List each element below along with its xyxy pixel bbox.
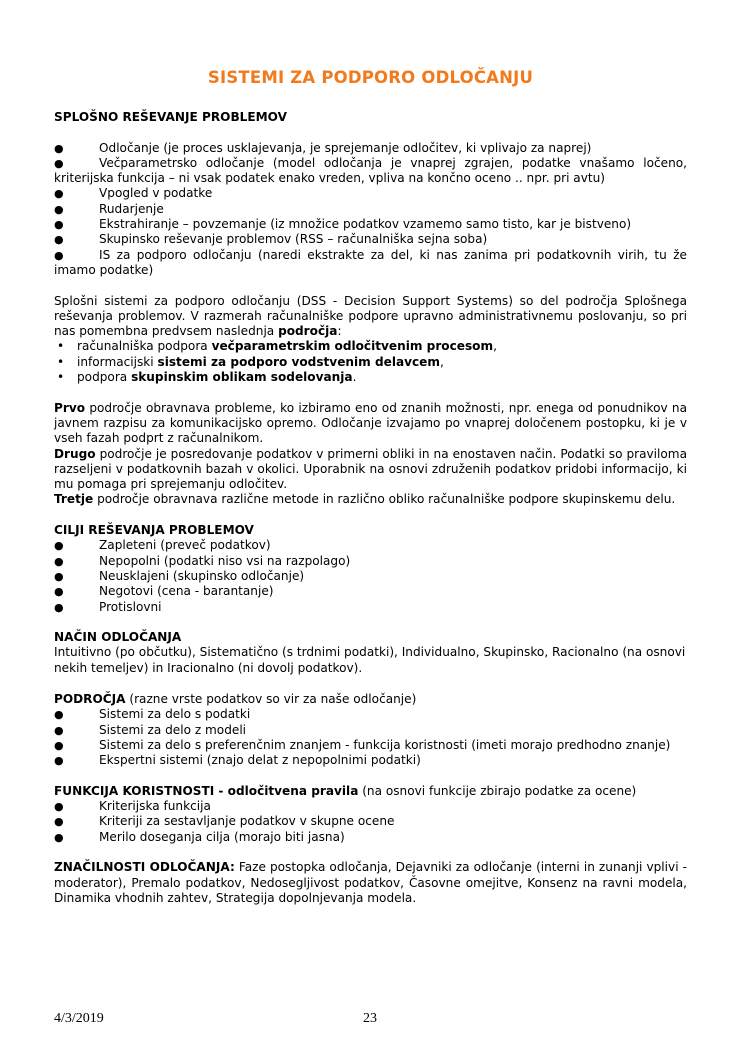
nacin-text: Intuitivno (po občutku), Sistematično (s trdnimi podatki), Individualno, Skupinsko, Racionalno (na osnovi nekih temeljev) in Iracionalno (ni dovolj podatkov). [54, 645, 686, 675]
section-heading-funkcija: FUNKCIJA KORISTNOSTI - odločitvena pravila (na osnovi funkcije zbirajo podatke za ocene) [54, 783, 637, 798]
list-item: ● Zapleteni (preveč podatkov) [54, 538, 271, 553]
paragraph-tretje: Tretje področje obravnava različne metode in različno obliko računalniške podpore skupinskemu delu. [54, 492, 676, 507]
list-item-text: Vpogled v podatke [99, 186, 213, 201]
list-item [54, 217, 687, 232]
list-item: • računalniška podpora večparametrskim odločitvenim procesom, [57, 339, 497, 354]
list-item: ● Merilo doseganja cilja (morajo biti jasna) [54, 829, 345, 844]
bullet-icon: ● [54, 141, 64, 155]
bullet-icon: ● [54, 830, 64, 844]
list-item: ● Sistemi za delo z modeli [54, 722, 247, 737]
paragraph-prvo: Prvo področje obravnava probleme, ko izbiramo eno od znanih možnosti, npr. enega od ponudnikov na javnem razpisu za komunikacijsko opremo. Odločanje izvajamo po vnaprej določenem postopku, ki je v vseh fazah podprt z računalnikom. [54, 400, 687, 446]
list-item [54, 248, 687, 279]
document-body [54, 110, 687, 906]
list-item: ● Kriterijska funkcija [54, 799, 211, 814]
list-item: ● Ekspertni sistemi (znajo delat z nepopolnimi podatki) [54, 753, 421, 768]
list-item-text: Rudarjenje [99, 201, 164, 216]
list-item: ● Kriteriji za sestavljanje podatkov v skupne ocene [54, 814, 395, 829]
section-heading-podrocja: PODROČJA (razne vrste podatkov so vir za naše odločanje) [54, 691, 417, 706]
list-item: ● Protislovni [54, 599, 162, 614]
list-item: ● Neusklajeni (skupinsko odločanje) [54, 568, 305, 583]
bullet-icon: ● [54, 800, 64, 814]
page-title: SISTEMI ZA PODPORO ODLOČANJU [207, 68, 534, 87]
small-bullet-icon: • [57, 339, 65, 354]
paragraph-znacilnosti: ZNAČILNOSTI ODLOČANJA: Faze postopka odločanja, Dejavniki za odločanje (interni in zunanji vplivi - moderator), Premalo podatkov, Nedosegljivost podatkov, Časovne omejitve, Konsenz na ravni modela, Dinamika vhodnih zahtev, Strategija dopolnjevanja modela. [54, 860, 687, 905]
bullet-icon: ● [54, 248, 64, 262]
bullet-icon: ● [54, 815, 64, 829]
bullet-icon: ● [54, 569, 64, 583]
list-item-text: Odločanje (je proces usklajevanja, je sprejemanje odločitev, ki vplivajo za naprej) [99, 140, 592, 155]
bullet-icon: ● [54, 723, 64, 737]
list-item: • informacijski sistemi za podporo vodstvenim delavcem, [57, 354, 444, 369]
list-item [54, 141, 687, 156]
list-item-text: Ekstrahiranje – povzemanje (iz množice podatkov vzamemo samo tisto, kar je bistveno) [99, 217, 632, 232]
list-item: • podpora skupinskim oblikam sodelovanja. [57, 370, 357, 385]
section-heading-splosno: SPLOŠNO REŠEVANJE PROBLEMOV [54, 110, 287, 124]
list-item [54, 202, 687, 217]
bullet-icon: ● [54, 187, 64, 201]
bullet-icon: ● [54, 202, 64, 216]
bullet-icon: ● [54, 539, 64, 553]
list-item-text: Skupinsko reševanje problemov (RSS – računalniška sejna soba) [99, 232, 488, 247]
list-item [54, 186, 687, 201]
list-item: ● Sistemi za delo s preferenčnim znanjem - funkcija koristnosti (imeti morajo predhodno znanje) [54, 737, 671, 752]
list-item [54, 156, 687, 187]
paragraph-drugo: Drugo področje je posredovanje podatkov v primerni obliki in na enostaven način. Podatki so praviloma razseljeni v podatkovnih bazah v okolici. Uporabnik na osnovi združenih podatkov pridobi informacijo, ki mu pomaga pri sprejemanju odločitev. [54, 446, 687, 492]
small-bullet-icon: • [57, 370, 65, 385]
page-number: 23 [363, 1011, 377, 1026]
bullet-icon: ● [54, 585, 64, 599]
bullet-icon: ● [54, 218, 64, 232]
footer-date: 4/3/2019 [54, 1011, 104, 1026]
bullet-icon: ● [54, 738, 64, 752]
list-item: ● Sistemi za delo s podatki [54, 707, 251, 722]
list-item: ● Nepopolni (podatki niso vsi na razpolago) [54, 553, 351, 568]
list-item-text: Večparametrsko odločanje (model odločanja je vnaprej zgrajen, podatke vnašamo ločeno, kriterijska funkcija – ni vsak podatek enako vreden, vpliva na končno oceno .. npr. pri avtu) [54, 155, 687, 186]
bullet-icon: ● [54, 600, 64, 614]
section-heading-cilji: CILJI REŠEVANJA PROBLEMOV [54, 523, 254, 538]
bullet-icon: ● [54, 233, 64, 247]
section-heading-nacin: NAČIN ODLOČANJA [54, 630, 182, 645]
bullet-icon: ● [54, 554, 64, 568]
list-item-text: IS za podporo odločanju (naredi ekstrakte za del, ki nas zanima pri podatkovnih virih, tu že imamo podatke) [54, 247, 687, 277]
dss-intro: Splošni sistemi za podporo odločanju (DSS - Decision Support Systems) so del področja Splošnega reševanja problemov. V razmerah računalniške podpore upravno administrativnemu poslovanju, so pri nas pomembna predvsem naslednja področja: [54, 293, 687, 339]
bullet-icon: ● [54, 156, 64, 170]
bullet-icon: ● [54, 754, 64, 768]
small-bullet-icon: • [57, 354, 65, 369]
list-item: ● Negotovi (cena - barantanje) [54, 584, 274, 599]
bullet-icon: ● [54, 708, 64, 722]
list-item [54, 232, 687, 247]
